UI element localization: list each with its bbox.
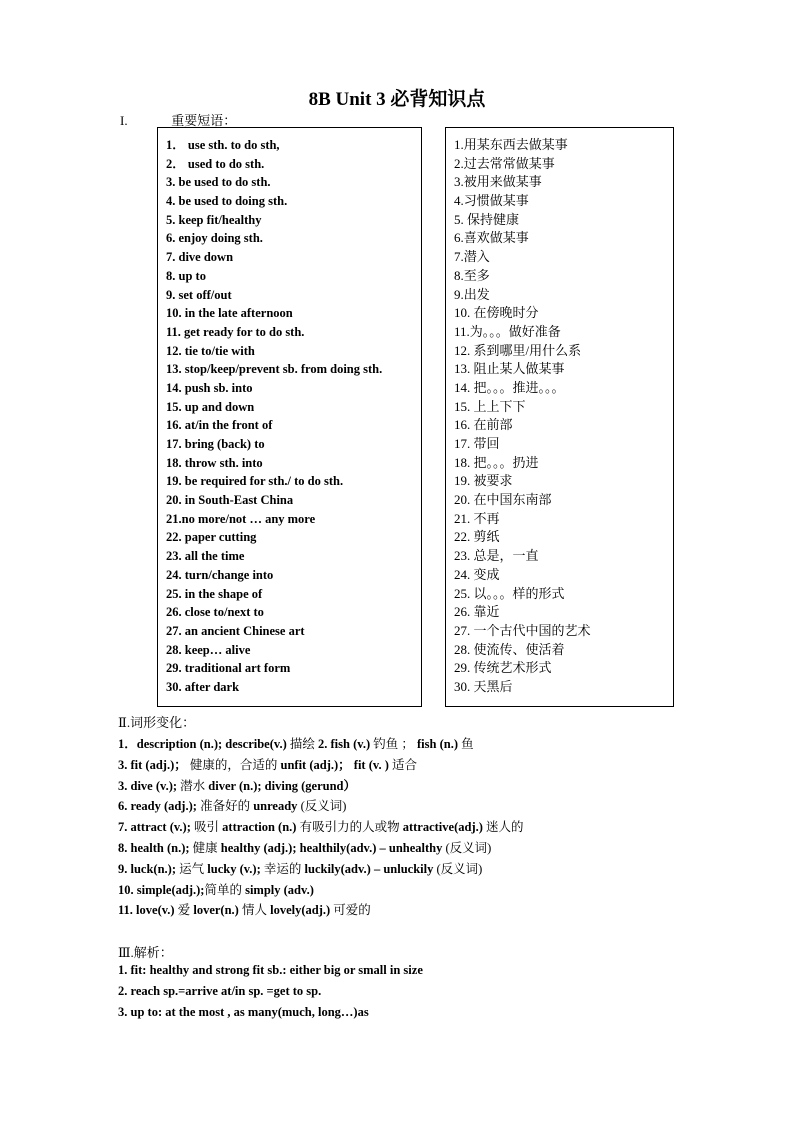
word-form-fragment: 7. attract (v.); <box>118 820 191 835</box>
chinese-phrase-item: 12. 系到哪里/用什么系 <box>454 342 582 358</box>
chinese-phrase-item: 30. 天黑后 <box>454 678 513 694</box>
chinese-phrase-item: 27. 一个古代中国的艺术 <box>454 622 591 638</box>
chinese-phrase-item: 15. 上上下下 <box>454 398 526 414</box>
word-form-fragment: simply (adv.) <box>241 882 314 897</box>
analysis-line <box>118 984 321 999</box>
section-1-number: I. <box>120 113 128 128</box>
chinese-phrase-item: 17. 带回 <box>454 436 500 451</box>
word-form-fragment: fit (v. ) <box>350 757 389 772</box>
word-form-fragment: 迷人的 <box>482 820 524 835</box>
word-form-line <box>118 900 371 918</box>
english-phrase-item: 25. in the shape of <box>166 586 263 601</box>
word-form-fragment: 10. simple(adj.); <box>118 882 205 897</box>
analysis-line <box>118 1005 369 1020</box>
english-phrase-item: 23. all the time <box>166 549 245 564</box>
english-phrase-item: 8. up to <box>166 268 206 283</box>
word-form-fragment: unready <box>250 799 298 814</box>
word-form-fragment: describe(v.) <box>222 737 287 751</box>
word-form-fragment: 1．description (n.); <box>118 737 223 751</box>
word-form-line <box>118 880 314 898</box>
chinese-phrase-item: 19. 被要求 <box>454 473 513 489</box>
section-2-heading: Ⅱ.词形变化： <box>118 715 196 730</box>
word-form-fragment: 8. health (n.); <box>118 841 190 855</box>
word-form-line <box>118 734 474 752</box>
word-form-fragment: fish (n.) <box>413 737 458 751</box>
word-form-fragment: 6. ready (adj.); <box>118 799 197 814</box>
word-form-line <box>118 776 356 794</box>
word-form-line <box>118 796 346 814</box>
english-phrase-item: 11. get ready for to do sth. <box>166 324 305 339</box>
english-phrase-item: 5. keep fit/healthy <box>166 212 262 227</box>
chinese-phrase-item: 2.过去常常做某事 <box>454 155 555 171</box>
analysis-text: 1. fit: healthy and strong fit sb.: either big or small in size <box>118 963 423 977</box>
english-phrase-item: 1． use sth. to do sth, <box>166 138 280 152</box>
section-3-heading: Ⅲ.解析： <box>118 945 173 960</box>
chinese-phrase-item: 20. 在中国东南部 <box>454 492 552 508</box>
word-form-line <box>118 838 491 856</box>
english-phrase-item: 15. up and down <box>166 399 255 414</box>
english-phrase-item: 19. be required for sth./ to do sth. <box>166 474 344 489</box>
word-form-fragment: (反义词) <box>433 861 483 876</box>
word-form-fragment: unfit (adj.)； <box>277 757 351 772</box>
english-phrase-item: 22. paper cutting <box>166 530 257 545</box>
english-phrase-item: 7. dive down <box>166 250 234 265</box>
word-form-fragment: diver (n.); <box>205 778 262 793</box>
english-phrase-item: 30. after dark <box>166 679 240 694</box>
word-form-fragment: 3. dive (v.); <box>118 778 178 793</box>
word-form-line <box>118 817 524 835</box>
word-form-fragment: 描绘 <box>286 737 315 751</box>
word-form-fragment: attraction (n.) <box>219 820 297 835</box>
analysis-text: 2. reach sp.=arrive at/in sp. =get to sp. <box>118 984 322 998</box>
word-form-fragment: 运气 <box>176 861 205 876</box>
word-form-fragment: 适合 <box>388 757 417 772</box>
english-phrase-item: 16. at/in the front of <box>166 418 273 433</box>
analysis-text: 3. up to: at the most , as many(much, long…)as <box>118 1005 369 1019</box>
english-phrase-item: 18. throw sth. into <box>166 455 263 470</box>
chinese-phrase-item: 26. 靠近 <box>454 604 500 620</box>
english-phrase-item: 28. keep… alive <box>166 642 251 657</box>
english-phrase-item: 4. be used to doing sth. <box>166 194 288 209</box>
word-form-line <box>118 859 482 877</box>
chinese-phrase-item: 11.为。。。做好准备 <box>454 323 561 339</box>
word-form-fragment: (反义词) <box>442 841 492 855</box>
chinese-phrase-item: 6.喜欢做某事 <box>454 230 529 246</box>
english-phrase-item: 2． used to do sth. <box>166 156 265 171</box>
word-form-fragment: 情人 <box>238 903 267 918</box>
chinese-phrase-item: 29. 传统艺术形式 <box>454 660 552 676</box>
chinese-phrase-item: 16. 在前部 <box>454 417 513 433</box>
chinese-phrase-item: 1.用某东西去做某事 <box>454 137 568 152</box>
word-form-fragment: 3. fit (adj.)； <box>118 757 187 772</box>
english-phrase-item: 13. stop/keep/prevent sb. from doing sth. <box>166 362 383 377</box>
chinese-phrase-item: 14. 把。。。推进。。。 <box>454 379 565 395</box>
chinese-phrase-item: 8.至多 <box>454 267 490 283</box>
chinese-phrase-item: 28. 使流传、使活着 <box>454 641 565 657</box>
word-form-fragment: 可爱的 <box>330 903 371 918</box>
chinese-phrase-item: 13. 阻止某人做某事 <box>454 361 565 377</box>
word-form-fragment: 鱼 <box>457 737 474 751</box>
chinese-phrase-item: 7.潜入 <box>454 249 490 265</box>
word-form-fragment: 2. fish (v.) <box>314 737 371 751</box>
word-form-fragment: lovely(adj.) <box>266 903 331 918</box>
english-phrase-item: 29. traditional art form <box>166 661 291 676</box>
english-phrase-item: 14. push sb. into <box>166 380 253 395</box>
word-form-fragment: (反义词) <box>297 799 347 814</box>
word-form-fragment: 9. luck(n.); <box>118 861 176 876</box>
english-phrase-item: 12. tie to/tie with <box>166 343 255 358</box>
english-phrase-item: 21.no more/not … any more <box>166 511 316 526</box>
word-form-fragment: 吸引 <box>190 820 220 835</box>
english-phrase-item: 9. set off/out <box>166 287 232 302</box>
chinese-phrase-item: 9.出发 <box>454 286 490 302</box>
chinese-phrase-item: 25. 以。。。样的形式 <box>454 585 565 601</box>
chinese-phrase-item: 24. 变成 <box>454 566 500 582</box>
chinese-phrase-item: 3.被用来做某事 <box>454 174 542 190</box>
word-form-fragment: 潜水 <box>177 778 206 793</box>
english-phrases-list <box>166 136 382 697</box>
page-title: 8B Unit 3 必背知识点 <box>308 89 486 110</box>
chinese-phrases-list <box>454 136 591 697</box>
word-form-fragment: 健康 <box>189 841 218 855</box>
word-form-fragment: 有吸引力的人或物 <box>296 820 400 835</box>
word-form-line <box>118 755 417 773</box>
word-form-fragment: 准备好的 <box>196 799 251 814</box>
analysis-line <box>118 963 423 978</box>
english-phrase-item: 17. bring (back) to <box>166 437 265 451</box>
english-phrase-item: 6. enjoy doing sth. <box>166 231 263 246</box>
english-phrase-item: 26. close to/next to <box>166 605 264 620</box>
chinese-phrase-item: 23. 总是，一直 <box>454 548 539 564</box>
word-form-fragment: healthy (adj.); <box>217 841 297 855</box>
word-form-fragment: diving (gerund） <box>261 778 357 793</box>
english-phrase-item: 27. an ancient Chinese art <box>166 623 305 638</box>
chinese-phrase-item: 22. 剪纸 <box>454 529 500 545</box>
word-form-fragment: lucky (v.); <box>204 861 261 876</box>
word-form-fragment: 11. love(v.) <box>118 903 175 918</box>
section-1-label: 重要短语： <box>171 113 237 128</box>
word-form-fragment: 钓鱼 ； <box>370 737 414 751</box>
english-phrase-item: 20. in South-East China <box>166 493 294 508</box>
chinese-phrase-item: 10. 在傍晚时分 <box>454 305 539 321</box>
chinese-phrase-item: 5. 保持健康 <box>454 211 520 227</box>
chinese-phrases-box <box>445 127 674 707</box>
english-phrase-item: 24. turn/change into <box>166 567 274 582</box>
word-form-fragment: 幸运的 <box>260 861 302 876</box>
word-form-fragment: healthily(adv.) – unhealthy <box>296 841 443 855</box>
word-form-fragment: 健康的，合适的 <box>186 757 278 772</box>
word-form-fragment: attractive(adj.) <box>399 820 483 835</box>
word-form-fragment: 简单的 <box>204 882 242 897</box>
word-form-fragment: lover(n.) <box>190 903 239 918</box>
english-phrase-item: 3. be used to do sth. <box>166 175 271 190</box>
chinese-phrase-item: 4.习惯做某事 <box>454 193 529 209</box>
word-form-fragment: luckily(adv.) – unluckily <box>301 861 434 876</box>
chinese-phrase-item: 18. 把。。。扔进 <box>454 454 539 470</box>
word-form-fragment: 爱 <box>174 903 191 918</box>
english-phrase-item: 10. in the late afternoon <box>166 306 293 321</box>
chinese-phrase-item: 21. 不再 <box>454 510 500 526</box>
english-phrases-box <box>157 127 422 707</box>
